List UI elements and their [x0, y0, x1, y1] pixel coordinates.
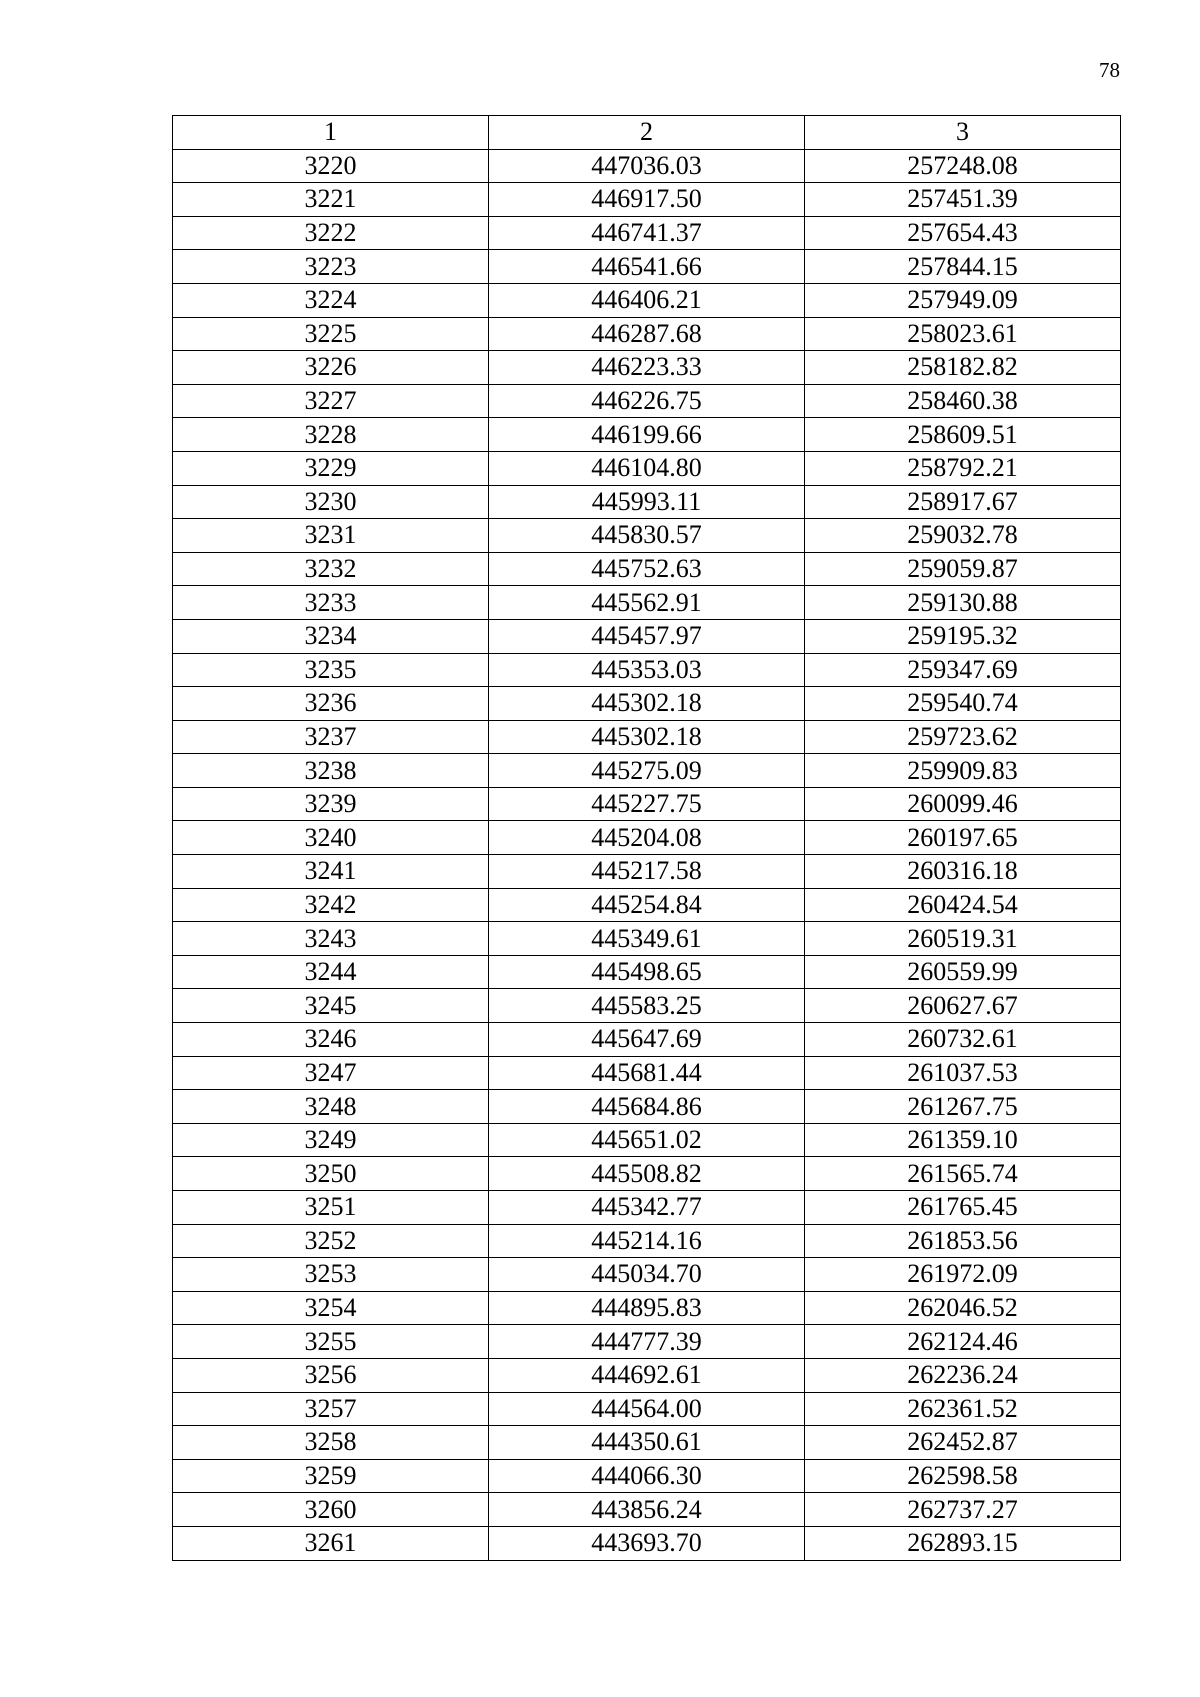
- x-coordinate-cell: 445302.18: [489, 720, 805, 754]
- y-coordinate-cell: 261359.10: [805, 1123, 1121, 1157]
- y-coordinate-cell: 258460.38: [805, 384, 1121, 418]
- x-coordinate-cell: 443856.24: [489, 1493, 805, 1527]
- table-row: [173, 1325, 1121, 1359]
- x-coordinate-cell: 446741.37: [489, 216, 805, 250]
- y-coordinate-cell: 260519.31: [805, 922, 1121, 956]
- x-coordinate-cell: 445684.86: [489, 1090, 805, 1124]
- point-number-cell: 3237: [173, 720, 489, 754]
- y-coordinate-cell: 257451.39: [805, 183, 1121, 217]
- y-coordinate-cell: 259195.32: [805, 619, 1121, 653]
- point-number-cell: 3254: [173, 1291, 489, 1325]
- y-coordinate-cell: 257949.09: [805, 283, 1121, 317]
- table-row: [173, 1526, 1121, 1560]
- x-coordinate-cell: 445651.02: [489, 1123, 805, 1157]
- y-coordinate-cell: 259723.62: [805, 720, 1121, 754]
- column-header-2: 2: [489, 116, 805, 150]
- y-coordinate-cell: 262046.52: [805, 1291, 1121, 1325]
- table-row: [173, 922, 1121, 956]
- point-number-cell: 3248: [173, 1090, 489, 1124]
- x-coordinate-cell: 445275.09: [489, 754, 805, 788]
- table-row: [173, 418, 1121, 452]
- table-row: [173, 754, 1121, 788]
- table-row: [173, 1123, 1121, 1157]
- point-number-cell: 3239: [173, 787, 489, 821]
- table-row: [173, 1459, 1121, 1493]
- point-number-cell: 3246: [173, 1023, 489, 1057]
- table-row: [173, 451, 1121, 485]
- y-coordinate-cell: 260197.65: [805, 821, 1121, 855]
- table-row: [173, 552, 1121, 586]
- x-coordinate-cell: 445349.61: [489, 922, 805, 956]
- x-coordinate-cell: 445204.08: [489, 821, 805, 855]
- x-coordinate-cell: 445034.70: [489, 1258, 805, 1292]
- x-coordinate-cell: 444066.30: [489, 1459, 805, 1493]
- x-coordinate-cell: 445457.97: [489, 619, 805, 653]
- point-number-cell: 3251: [173, 1191, 489, 1225]
- x-coordinate-cell: 446223.33: [489, 351, 805, 385]
- table-row: [173, 1358, 1121, 1392]
- y-coordinate-cell: 262893.15: [805, 1526, 1121, 1560]
- x-coordinate-cell: 444895.83: [489, 1291, 805, 1325]
- y-coordinate-cell: 258023.61: [805, 317, 1121, 351]
- x-coordinate-cell: 445583.25: [489, 989, 805, 1023]
- table-row: [173, 519, 1121, 553]
- y-coordinate-cell: 259909.83: [805, 754, 1121, 788]
- point-number-cell: 3260: [173, 1493, 489, 1527]
- table-row: [173, 1224, 1121, 1258]
- point-number-cell: 3240: [173, 821, 489, 855]
- table-row: [173, 1258, 1121, 1292]
- point-number-cell: 3259: [173, 1459, 489, 1493]
- y-coordinate-cell: 261267.75: [805, 1090, 1121, 1124]
- y-coordinate-cell: 261037.53: [805, 1056, 1121, 1090]
- point-number-cell: 3256: [173, 1358, 489, 1392]
- table-row: [173, 351, 1121, 385]
- point-number-cell: 3244: [173, 955, 489, 989]
- table-row: [173, 787, 1121, 821]
- table-row: [173, 687, 1121, 721]
- point-number-cell: 3249: [173, 1123, 489, 1157]
- y-coordinate-cell: 258917.67: [805, 485, 1121, 519]
- point-number-cell: 3229: [173, 451, 489, 485]
- y-coordinate-cell: 259540.74: [805, 687, 1121, 721]
- y-coordinate-cell: 258182.82: [805, 351, 1121, 385]
- y-coordinate-cell: 258792.21: [805, 451, 1121, 485]
- table-row: [173, 855, 1121, 889]
- y-coordinate-cell: 259032.78: [805, 519, 1121, 553]
- table-row: [173, 485, 1121, 519]
- x-coordinate-cell: 443693.70: [489, 1526, 805, 1560]
- table-row: [173, 586, 1121, 620]
- x-coordinate-cell: 445353.03: [489, 653, 805, 687]
- point-number-cell: 3250: [173, 1157, 489, 1191]
- x-coordinate-cell: 446541.66: [489, 250, 805, 284]
- table-row: [173, 1392, 1121, 1426]
- point-number-cell: 3253: [173, 1258, 489, 1292]
- x-coordinate-cell: 445830.57: [489, 519, 805, 553]
- y-coordinate-cell: 259059.87: [805, 552, 1121, 586]
- x-coordinate-cell: 446199.66: [489, 418, 805, 452]
- x-coordinate-cell: 445681.44: [489, 1056, 805, 1090]
- point-number-cell: 3257: [173, 1392, 489, 1426]
- x-coordinate-cell: 446406.21: [489, 283, 805, 317]
- x-coordinate-cell: 445342.77: [489, 1191, 805, 1225]
- column-header-3: 3: [805, 116, 1121, 150]
- x-coordinate-cell: 446917.50: [489, 183, 805, 217]
- y-coordinate-cell: 262452.87: [805, 1426, 1121, 1460]
- y-coordinate-cell: 257248.08: [805, 149, 1121, 183]
- table-row: [173, 653, 1121, 687]
- table-row: [173, 1023, 1121, 1057]
- table-row: [173, 1157, 1121, 1191]
- table-row: [173, 1056, 1121, 1090]
- point-number-cell: 3231: [173, 519, 489, 553]
- table-row: [173, 821, 1121, 855]
- point-number-cell: 3234: [173, 619, 489, 653]
- page-number: 78: [1099, 58, 1120, 82]
- x-coordinate-cell: 444564.00: [489, 1392, 805, 1426]
- y-coordinate-cell: 261972.09: [805, 1258, 1121, 1292]
- point-number-cell: 3224: [173, 283, 489, 317]
- point-number-cell: 3228: [173, 418, 489, 452]
- table-row: [173, 720, 1121, 754]
- y-coordinate-cell: 259347.69: [805, 653, 1121, 687]
- table-header-row: [173, 116, 1121, 150]
- x-coordinate-cell: 445227.75: [489, 787, 805, 821]
- table-row: [173, 989, 1121, 1023]
- point-number-cell: 3235: [173, 653, 489, 687]
- y-coordinate-cell: 260732.61: [805, 1023, 1121, 1057]
- x-coordinate-cell: 446104.80: [489, 451, 805, 485]
- y-coordinate-cell: 259130.88: [805, 586, 1121, 620]
- table-row: [173, 384, 1121, 418]
- x-coordinate-cell: 445254.84: [489, 888, 805, 922]
- y-coordinate-cell: 257844.15: [805, 250, 1121, 284]
- point-number-cell: 3241: [173, 855, 489, 889]
- table-body: [173, 116, 1121, 1561]
- x-coordinate-cell: 445647.69: [489, 1023, 805, 1057]
- table-row: [173, 888, 1121, 922]
- point-number-cell: 3226: [173, 351, 489, 385]
- point-number-cell: 3255: [173, 1325, 489, 1359]
- y-coordinate-cell: 262361.52: [805, 1392, 1121, 1426]
- y-coordinate-cell: 262737.27: [805, 1493, 1121, 1527]
- y-coordinate-cell: 258609.51: [805, 418, 1121, 452]
- point-number-cell: 3221: [173, 183, 489, 217]
- x-coordinate-cell: 445302.18: [489, 687, 805, 721]
- x-coordinate-cell: 447036.03: [489, 149, 805, 183]
- x-coordinate-cell: 445562.91: [489, 586, 805, 620]
- table-row: [173, 619, 1121, 653]
- point-number-cell: 3227: [173, 384, 489, 418]
- table-row: [173, 1291, 1121, 1325]
- y-coordinate-cell: 260424.54: [805, 888, 1121, 922]
- point-number-cell: 3238: [173, 754, 489, 788]
- y-coordinate-cell: 261765.45: [805, 1191, 1121, 1225]
- y-coordinate-cell: 261565.74: [805, 1157, 1121, 1191]
- y-coordinate-cell: 260316.18: [805, 855, 1121, 889]
- x-coordinate-cell: 444350.61: [489, 1426, 805, 1460]
- point-number-cell: 3252: [173, 1224, 489, 1258]
- point-number-cell: 3232: [173, 552, 489, 586]
- column-header-1: 1: [173, 116, 489, 150]
- x-coordinate-cell: 446287.68: [489, 317, 805, 351]
- table-row: [173, 955, 1121, 989]
- y-coordinate-cell: 260099.46: [805, 787, 1121, 821]
- table-row: [173, 1426, 1121, 1460]
- point-number-cell: 3230: [173, 485, 489, 519]
- point-number-cell: 3245: [173, 989, 489, 1023]
- table-row: [173, 183, 1121, 217]
- table-row: [173, 1493, 1121, 1527]
- x-coordinate-cell: 445993.11: [489, 485, 805, 519]
- x-coordinate-cell: 445752.63: [489, 552, 805, 586]
- y-coordinate-cell: 257654.43: [805, 216, 1121, 250]
- y-coordinate-cell: 262236.24: [805, 1358, 1121, 1392]
- point-number-cell: 3220: [173, 149, 489, 183]
- y-coordinate-cell: 262598.58: [805, 1459, 1121, 1493]
- point-number-cell: 3236: [173, 687, 489, 721]
- point-number-cell: 3225: [173, 317, 489, 351]
- point-number-cell: 3242: [173, 888, 489, 922]
- table-row: [173, 317, 1121, 351]
- point-number-cell: 3222: [173, 216, 489, 250]
- x-coordinate-cell: 445508.82: [489, 1157, 805, 1191]
- y-coordinate-cell: 261853.56: [805, 1224, 1121, 1258]
- table-row: [173, 283, 1121, 317]
- x-coordinate-cell: 445498.65: [489, 955, 805, 989]
- point-number-cell: 3233: [173, 586, 489, 620]
- y-coordinate-cell: 260627.67: [805, 989, 1121, 1023]
- point-number-cell: 3243: [173, 922, 489, 956]
- point-number-cell: 3261: [173, 1526, 489, 1560]
- table-row: [173, 1090, 1121, 1124]
- x-coordinate-cell: 445214.16: [489, 1224, 805, 1258]
- point-number-cell: 3223: [173, 250, 489, 284]
- y-coordinate-cell: 262124.46: [805, 1325, 1121, 1359]
- x-coordinate-cell: 446226.75: [489, 384, 805, 418]
- table-row: [173, 250, 1121, 284]
- coordinates-table: [172, 115, 1121, 1561]
- table-row: [173, 149, 1121, 183]
- x-coordinate-cell: 444692.61: [489, 1358, 805, 1392]
- point-number-cell: 3258: [173, 1426, 489, 1460]
- x-coordinate-cell: 444777.39: [489, 1325, 805, 1359]
- x-coordinate-cell: 445217.58: [489, 855, 805, 889]
- table-row: [173, 1191, 1121, 1225]
- table-row: [173, 216, 1121, 250]
- point-number-cell: 3247: [173, 1056, 489, 1090]
- y-coordinate-cell: 260559.99: [805, 955, 1121, 989]
